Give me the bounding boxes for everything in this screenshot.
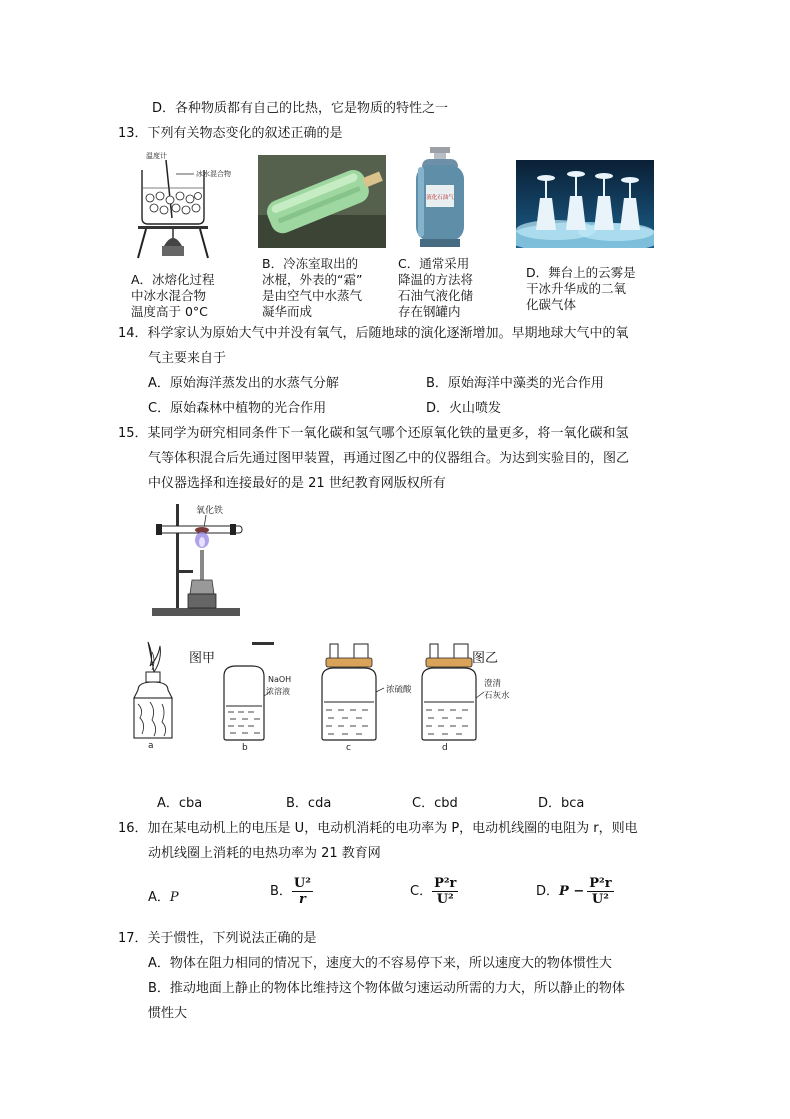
q16-option-d-numerator: P²r (589, 876, 612, 891)
q16-option-b-numerator: U² (293, 876, 311, 891)
q15-device-b-naoh-bottle (218, 640, 296, 752)
q16-option-d-prefix: D． (536, 883, 560, 899)
cylinder-label: 液化石油气 (426, 195, 454, 201)
q16-option-b-denominator: r (299, 892, 306, 907)
q13-caption-a-3: 温度高于 0°C (131, 304, 208, 319)
q15-option-a: A．cba (157, 796, 203, 811)
thermometer-label: 温度计 (146, 152, 167, 160)
q13-caption-b-2: 冰棍，外表的“霜” (262, 272, 363, 287)
q13-caption-d-3: 化碳气体 (526, 297, 577, 312)
q15-device-a-burner (128, 638, 180, 750)
q13-caption-b-3: 是由空气中水蒸气 (262, 288, 363, 303)
q15-figure-jia-apparatus (148, 500, 248, 618)
q13-caption-d-1: D．舞台上的云雾是 (526, 265, 636, 280)
q14-option-a: A．原始海洋蒸发出的水蒸气分解 (148, 376, 339, 391)
q17-option-a: A．物体在阻力相同的情况下，速度大的不容易停下来，所以速度大的物体惯性大 (148, 956, 612, 971)
q13-caption-c-3: 石油气液化储 (398, 288, 474, 303)
q16-option-d-fraction (587, 876, 613, 907)
q13-caption-c-2: 降温的方法将 (398, 272, 474, 287)
ice-water-label: 冰水混合物 (196, 170, 231, 178)
q16-option-d (536, 876, 614, 907)
q16-option-a (148, 889, 179, 907)
q15-device-d-limewater-bottle (418, 640, 522, 752)
sulfuric-acid-label: 浓硫酸 (386, 685, 412, 695)
device-c-letter: c (346, 743, 351, 752)
q16-stem-line1: 16．加在某电动机上的电压是 U，电动机消耗的电功率为 P，电动机线圈的电阻为 r，则电 (118, 821, 638, 836)
limewater-label-2: 石灰水 (484, 691, 510, 701)
q16-stem-line2: 动机线圈上消耗的电热功率为 21 教育网 (148, 846, 381, 861)
q16-option-c-prefix: C． (410, 883, 433, 899)
q15-stem-line2: 气等体积混合后先通过图甲装置，再通过图乙中的仪器组合。为达到实验目的，图乙 (148, 451, 630, 466)
q17-stem: 17．关于惯性，下列说法正确的是 (118, 931, 317, 946)
naoh-label: NaOH (268, 675, 292, 684)
q15-option-b: B．cda (286, 796, 332, 811)
naoh-solution-label: 浓溶液 (266, 687, 290, 696)
q13-caption-b-1: B．冷冻室取出的 (262, 256, 359, 271)
q14-stem-line2: 气主要来自于 (148, 351, 227, 366)
q14-stem-line1: 14．科学家认为原始大气中并没有氧气，后随地球的演化逐渐增加。早期地球大气中的氧 (118, 326, 629, 341)
q14-option-b: B．原始海洋中藻类的光合作用 (426, 376, 604, 391)
q15-label-jia: 图甲 (189, 651, 216, 666)
q14-option-d: D．火山喷发 (426, 401, 502, 416)
q13-caption-a-2: 中冰水混合物 (131, 288, 207, 303)
q15-option-d: D．bca (538, 796, 585, 811)
q16-option-c (410, 876, 458, 907)
q16-option-d-lead: P − (559, 883, 585, 899)
q16-option-b (270, 876, 313, 907)
q13-image-c-gas-cylinder (408, 145, 472, 249)
q17-option-b-line2: 惯性大 (148, 1006, 188, 1021)
q13-caption-b-4: 凝华而成 (262, 304, 313, 319)
q16-option-b-fraction (292, 876, 313, 907)
q16-option-c-fraction (432, 876, 458, 907)
q15-stem-line3: 中仪器选择和连接最好的是 21 世纪教育网版权所有 (148, 476, 446, 491)
q13-image-b-popsicle (258, 155, 386, 248)
q13-caption-d-2: 干冰升华成的二氧 (526, 281, 627, 296)
q15-label-yi: 图乙 (472, 651, 499, 666)
q12-option-d: D．各种物质都有自己的比热，它是物质的特性之一 (152, 101, 449, 116)
q17-option-b-line1: B．推动地面上静止的物体比维持这个物体做匀速运动所需的力大，所以静止的物体 (148, 981, 625, 996)
q15-device-c-sulfuric-acid-bottle (318, 640, 422, 752)
q15-stem-line1: 15．某同学为研究相同条件下一氧化碳和氢气哪个还原氧化铁的量更多，将一氧化碳和氢 (118, 426, 629, 441)
device-b-letter: b (242, 743, 248, 752)
q13-image-d-stage-fog (516, 160, 654, 248)
q13-caption-a-1: A．冰熔化过程 (131, 272, 215, 287)
q13-caption-c-1: C．通常采用 (398, 256, 470, 271)
limewater-label-1: 澄清 (484, 679, 502, 689)
q13-stem: 13．下列有关物态变化的叙述正确的是 (118, 126, 343, 141)
q14-option-c: C．原始森林中植物的光合作用 (148, 401, 327, 416)
q16-option-c-denominator: U² (436, 892, 454, 907)
device-a-letter: a (148, 741, 154, 750)
q16-option-d-denominator: U² (591, 892, 609, 907)
q16-option-a-value: P (169, 890, 179, 905)
q16-option-c-numerator: P²r (434, 876, 457, 891)
device-d-letter: d (442, 743, 448, 752)
q13-image-a-ice-melting (128, 150, 248, 260)
q13-caption-c-4: 存在钢罐内 (398, 304, 461, 319)
iron-oxide-label: 氧化铁 (196, 506, 224, 516)
q16-option-a-prefix: A． (148, 890, 170, 905)
q16-option-b-prefix: B． (270, 883, 292, 899)
q15-option-c: C．cbd (412, 796, 458, 811)
